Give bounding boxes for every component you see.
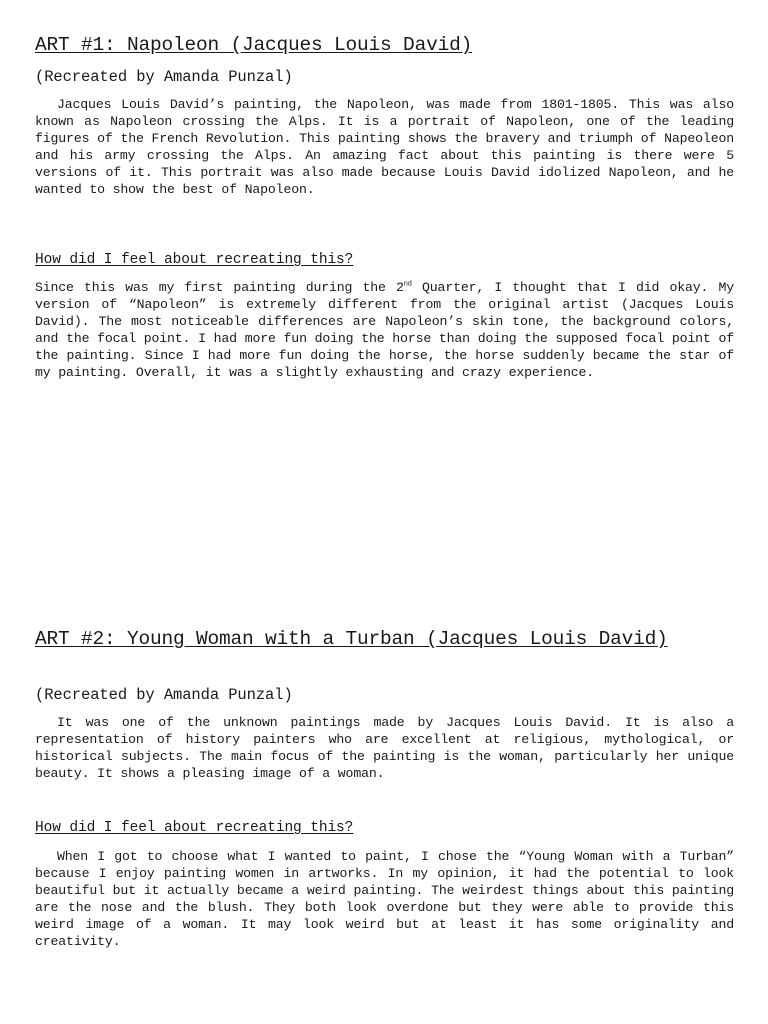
art1-title: ART #1: Napoleon (Jacques Louis David) xyxy=(35,34,473,56)
art2-title-block xyxy=(35,627,675,651)
art1-description-text: Jacques Louis David’s painting, the Napoleon, was made from 1801-1805. This was also known as Napoleon crossing the Alps. It is a portrait of Napoleon, one of the leading figures of the French Revolution. This painting shows the bravery and triumph of Napeoleon and his army crossing the Alps. An amazing fact about this painting is there were 5 versions of it. This portrait was also made because Louis David idolized Napoleon, and he wanted to show the best of Napoleon. xyxy=(35,97,734,197)
art1-credit: (Recreated by Amanda Punzal) xyxy=(35,68,293,86)
art2-description xyxy=(35,715,734,783)
art1-reflection xyxy=(35,280,734,381)
art1-title-block xyxy=(35,33,734,57)
art2-reflection-text: When I got to choose what I wanted to paint, I chose the “Young Woman with a Turban” because I enjoy painting women in artworks. In my opinion, it had the potential to look beautiful but it actually became a weird painting. The weirdest things about this painting are the nose and the blush. They both look overdone but they were able to provide this weird image of a woman. It may look weird but at least it has some originality and creativity. xyxy=(35,849,734,949)
art2-description-block xyxy=(35,715,734,783)
art2-reflection xyxy=(35,849,734,950)
art1-question-heading: How did I feel about recreating this? xyxy=(35,252,354,268)
art2-question-heading: How did I feel about recreating this? xyxy=(35,820,354,836)
art1-description-block xyxy=(35,97,734,198)
art2-description-text: It was one of the unknown paintings made by Jacques Louis David. It is also a representation of history painters who are excellent at religious, mythological, or historical subjects. The main focus of the painting is the woman, particularly her unique beauty. It shows a pleasing image of a woman. xyxy=(35,715,734,781)
art2-credit: (Recreated by Amanda Punzal) xyxy=(35,686,293,704)
art2-reflection-block xyxy=(35,849,734,950)
art2-question-block xyxy=(35,819,734,837)
art1-reflection-rest: Quarter, I thought that I did okay. My version of “Napoleon” is extremely different from the original artist (Jacques Louis David). The most noticeable differences are Napoleon’s skin tone, the background colors, and the focal point. I had more fun doing the horse than doing the supposed focal point of the painting. Since I had more fun doing the horse, the horse suddenly became the star of my painting. Overall, it was a slightly exhausting and crazy experience. xyxy=(35,280,734,380)
art1-reflection-block xyxy=(35,280,734,381)
art2-title: ART #2: Young Woman with a Turban (Jacques Louis David) xyxy=(35,628,668,650)
art1-description xyxy=(35,97,734,198)
art1-reflection-superscript: nd xyxy=(403,280,412,289)
art1-reflection-start: Since this was my first painting during the 2 xyxy=(35,280,404,295)
art2-credit-block xyxy=(35,686,734,704)
art1-question-block xyxy=(35,251,734,269)
art1-credit-block xyxy=(35,68,734,86)
